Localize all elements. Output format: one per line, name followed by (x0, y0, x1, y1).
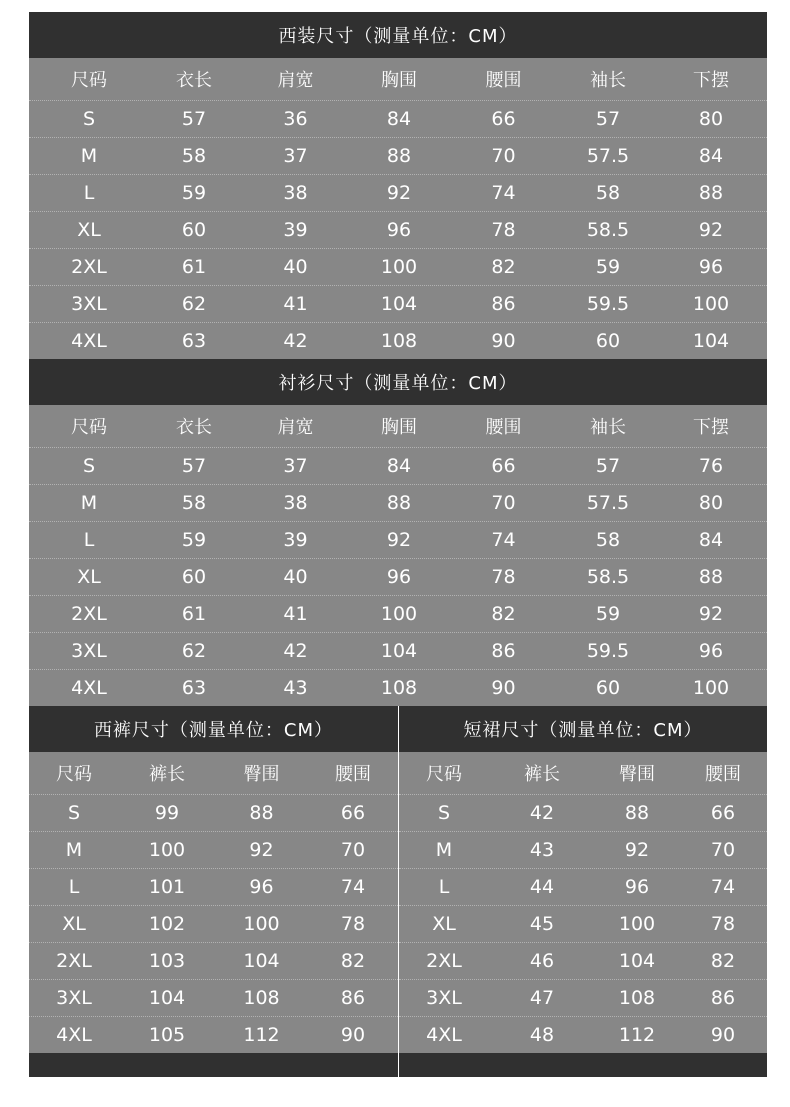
value-cell: 96 (386, 219, 412, 241)
value-cell: 48 (529, 1024, 555, 1046)
table-header-row (29, 752, 398, 794)
value-cell: 57.5 (586, 145, 630, 167)
value-cell: 70 (491, 145, 516, 167)
value-cell: 104 (148, 987, 186, 1009)
value-cell: 57 (181, 455, 207, 477)
table-row (29, 447, 767, 484)
trousers-table-title: 西裤尺寸（测量单位：CM） (29, 706, 398, 752)
table-row (29, 942, 398, 979)
value-cell: 90 (491, 330, 516, 352)
table-row (29, 595, 767, 632)
size-cell: XL (77, 219, 101, 241)
size-cell: L (83, 529, 95, 551)
value-cell: 102 (148, 913, 186, 935)
value-cell: 60 (595, 330, 621, 352)
table-header-row (29, 58, 767, 100)
value-cell: 61 (181, 603, 207, 625)
value-cell: 100 (380, 603, 418, 625)
value-cell: 63 (181, 677, 207, 699)
header-cell: 腰围 (705, 764, 741, 785)
value-cell: 66 (340, 802, 366, 824)
table-row (29, 794, 398, 831)
value-cell: 70 (491, 492, 516, 514)
value-cell: 96 (698, 640, 724, 662)
value-cell: 88 (386, 145, 412, 167)
header-cell: 胸围 (381, 70, 417, 91)
value-cell: 92 (249, 839, 274, 861)
value-cell: 37 (283, 145, 308, 167)
shirt-size-table (29, 359, 767, 706)
value-cell: 96 (249, 876, 274, 898)
value-cell: 74 (710, 876, 736, 898)
value-cell: 82 (710, 950, 736, 972)
value-cell: 60 (181, 219, 207, 241)
value-cell: 44 (529, 876, 555, 898)
skirt-table-body (399, 752, 767, 1053)
size-cell: 2XL (71, 603, 107, 625)
table-row (29, 632, 767, 669)
size-chart (29, 12, 767, 1077)
value-cell: 57.5 (586, 492, 630, 514)
value-cell: 60 (595, 677, 621, 699)
value-cell: 43 (529, 839, 555, 861)
size-cell: 2XL (56, 950, 92, 972)
value-cell: 86 (710, 987, 736, 1009)
skirt-table-title: 短裙尺寸（测量单位：CM） (399, 706, 767, 752)
value-cell: 88 (698, 566, 724, 588)
shirt-table-body (29, 405, 767, 706)
size-cell: 3XL (71, 640, 107, 662)
table-row (399, 794, 767, 831)
size-cell: L (83, 182, 95, 204)
table-row (29, 211, 767, 248)
value-cell: 100 (692, 677, 730, 699)
value-cell: 62 (181, 293, 207, 315)
value-cell: 112 (618, 1024, 656, 1046)
value-cell: 84 (698, 145, 724, 167)
value-cell: 99 (154, 802, 180, 824)
size-cell: M (435, 839, 453, 861)
value-cell: 39 (283, 529, 308, 551)
skirt-size-table (398, 706, 767, 1053)
table-row (29, 484, 767, 521)
table-row (29, 285, 767, 322)
value-cell: 90 (491, 677, 516, 699)
header-cell: 腰围 (485, 417, 522, 438)
header-cell: 肩宽 (277, 417, 314, 438)
header-cell: 裤长 (524, 764, 560, 785)
value-cell: 59.5 (586, 640, 630, 662)
value-cell: 105 (148, 1024, 186, 1046)
value-cell: 108 (243, 987, 280, 1009)
value-cell: 86 (491, 640, 516, 662)
table-row (399, 979, 767, 1016)
table-row (29, 1016, 398, 1053)
trousers-rows (29, 794, 398, 1053)
value-cell: 70 (340, 839, 366, 861)
value-cell: 90 (710, 1024, 736, 1046)
value-cell: 92 (386, 182, 412, 204)
size-cell: S (67, 802, 81, 824)
header-cell: 尺码 (71, 70, 107, 91)
value-cell: 103 (148, 950, 186, 972)
value-cell: 80 (698, 108, 724, 130)
suit-table-body (29, 58, 767, 359)
value-cell: 57 (595, 455, 621, 477)
value-cell: 43 (283, 677, 308, 699)
value-cell: 58 (181, 492, 207, 514)
value-cell: 82 (340, 950, 366, 972)
size-cell: XL (62, 913, 86, 935)
header-cell: 臀围 (243, 764, 280, 785)
value-cell: 59.5 (586, 293, 630, 315)
value-cell: 100 (243, 913, 280, 935)
table-row (399, 1016, 767, 1053)
size-cell: S (82, 455, 96, 477)
value-cell: 82 (491, 603, 516, 625)
value-cell: 108 (380, 677, 418, 699)
table-row (29, 322, 767, 359)
header-cell: 尺码 (426, 764, 462, 785)
value-cell: 100 (618, 913, 656, 935)
value-cell: 104 (243, 950, 280, 972)
value-cell: 100 (692, 293, 730, 315)
value-cell: 66 (710, 802, 736, 824)
value-cell: 42 (529, 802, 555, 824)
header-cell: 肩宽 (277, 70, 314, 91)
header-cell: 衣长 (176, 417, 212, 438)
table-row (29, 868, 398, 905)
value-cell: 40 (283, 566, 308, 588)
size-cell: XL (77, 566, 101, 588)
value-cell: 41 (283, 293, 308, 315)
suit-size-table (29, 12, 767, 359)
value-cell: 84 (386, 455, 412, 477)
size-cell: 2XL (426, 950, 462, 972)
value-cell: 84 (698, 529, 724, 551)
skirt-rows (399, 794, 767, 1053)
value-cell: 74 (491, 529, 516, 551)
bottom-split (29, 706, 767, 1053)
value-cell: 74 (340, 876, 366, 898)
table-row (29, 521, 767, 558)
size-cell: XL (432, 913, 456, 935)
value-cell: 78 (710, 913, 736, 935)
shirt-rows (29, 447, 767, 706)
size-cell: M (80, 145, 98, 167)
value-cell: 42 (283, 640, 308, 662)
value-cell: 96 (624, 876, 650, 898)
value-cell: 96 (698, 256, 724, 278)
header-cell: 腰围 (485, 70, 522, 91)
value-cell: 58.5 (586, 566, 630, 588)
value-cell: 92 (698, 219, 724, 241)
value-cell: 88 (624, 802, 650, 824)
table-row (29, 831, 398, 868)
value-cell: 104 (618, 950, 656, 972)
header-cell: 腰围 (335, 764, 371, 785)
table-row (29, 137, 767, 174)
value-cell: 37 (283, 455, 308, 477)
value-cell: 92 (624, 839, 650, 861)
table-header-row (399, 752, 767, 794)
value-cell: 47 (529, 987, 555, 1009)
value-cell: 86 (491, 293, 516, 315)
value-cell: 92 (386, 529, 412, 551)
value-cell: 78 (491, 219, 516, 241)
value-cell: 42 (283, 330, 308, 352)
size-cell: 2XL (71, 256, 107, 278)
value-cell: 82 (491, 256, 516, 278)
value-cell: 46 (529, 950, 555, 972)
table-row (29, 100, 767, 137)
size-cell: 4XL (71, 330, 107, 352)
value-cell: 45 (529, 913, 555, 935)
value-cell: 78 (491, 566, 516, 588)
value-cell: 59 (595, 603, 621, 625)
value-cell: 58 (181, 145, 207, 167)
size-cell: 4XL (426, 1024, 462, 1046)
size-cell: 4XL (56, 1024, 92, 1046)
size-cell: M (65, 839, 83, 861)
size-cell: M (80, 492, 98, 514)
value-cell: 38 (283, 492, 308, 514)
value-cell: 36 (283, 108, 308, 130)
value-cell: 40 (283, 256, 308, 278)
value-cell: 78 (340, 913, 366, 935)
footer-bar (29, 1053, 767, 1077)
value-cell: 104 (692, 330, 730, 352)
value-cell: 86 (340, 987, 366, 1009)
trousers-size-table (29, 706, 398, 1053)
size-cell: S (82, 108, 96, 130)
value-cell: 88 (698, 182, 724, 204)
size-cell: L (438, 876, 450, 898)
size-cell: 3XL (71, 293, 107, 315)
suit-table-title: 西装尺寸（测量单位：CM） (29, 12, 767, 58)
value-cell: 59 (181, 182, 207, 204)
header-cell: 衣长 (176, 70, 212, 91)
size-cell: 3XL (56, 987, 92, 1009)
header-cell: 胸围 (381, 417, 417, 438)
value-cell: 92 (698, 603, 724, 625)
footer-bar-left (29, 1053, 398, 1077)
shirt-table-title: 衬衫尺寸（测量单位：CM） (29, 359, 767, 405)
value-cell: 39 (283, 219, 308, 241)
value-cell: 58 (595, 529, 621, 551)
value-cell: 61 (181, 256, 207, 278)
size-cell: L (68, 876, 80, 898)
value-cell: 88 (386, 492, 412, 514)
size-cell: S (437, 802, 451, 824)
value-cell: 59 (595, 256, 621, 278)
footer-bar-right (399, 1053, 767, 1077)
value-cell: 41 (283, 603, 308, 625)
value-cell: 58 (595, 182, 621, 204)
table-row (29, 669, 767, 706)
trousers-table-body (29, 752, 398, 1053)
value-cell: 101 (148, 876, 186, 898)
value-cell: 88 (249, 802, 274, 824)
value-cell: 104 (380, 293, 418, 315)
table-row (29, 905, 398, 942)
header-cell: 裤长 (149, 764, 185, 785)
value-cell: 66 (491, 455, 516, 477)
value-cell: 96 (386, 566, 412, 588)
table-row (29, 248, 767, 285)
table-row (399, 868, 767, 905)
value-cell: 74 (491, 182, 516, 204)
value-cell: 57 (181, 108, 207, 130)
value-cell: 84 (386, 108, 412, 130)
value-cell: 80 (698, 492, 724, 514)
header-cell: 尺码 (71, 417, 107, 438)
value-cell: 100 (380, 256, 418, 278)
value-cell: 76 (698, 455, 724, 477)
suit-rows (29, 100, 767, 359)
header-cell: 袖长 (590, 417, 626, 438)
value-cell: 62 (181, 640, 207, 662)
value-cell: 57 (595, 108, 621, 130)
table-row (29, 174, 767, 211)
value-cell: 112 (243, 1024, 280, 1046)
table-header-row (29, 405, 767, 447)
header-cell: 臀围 (619, 764, 655, 785)
size-cell: 3XL (426, 987, 462, 1009)
value-cell: 60 (181, 566, 207, 588)
value-cell: 59 (181, 529, 207, 551)
table-row (29, 558, 767, 595)
value-cell: 104 (380, 640, 418, 662)
size-cell: 4XL (71, 677, 107, 699)
header-cell: 下摆 (693, 417, 729, 438)
header-cell: 尺码 (56, 764, 92, 785)
table-row (399, 831, 767, 868)
value-cell: 58.5 (586, 219, 630, 241)
value-cell: 66 (491, 108, 516, 130)
value-cell: 70 (710, 839, 736, 861)
value-cell: 63 (181, 330, 207, 352)
header-cell: 下摆 (693, 70, 729, 91)
header-cell: 袖长 (590, 70, 626, 91)
value-cell: 100 (148, 839, 186, 861)
value-cell: 90 (340, 1024, 366, 1046)
value-cell: 38 (283, 182, 308, 204)
value-cell: 108 (380, 330, 418, 352)
value-cell: 108 (618, 987, 656, 1009)
table-row (29, 979, 398, 1016)
table-row (399, 905, 767, 942)
table-row (399, 942, 767, 979)
